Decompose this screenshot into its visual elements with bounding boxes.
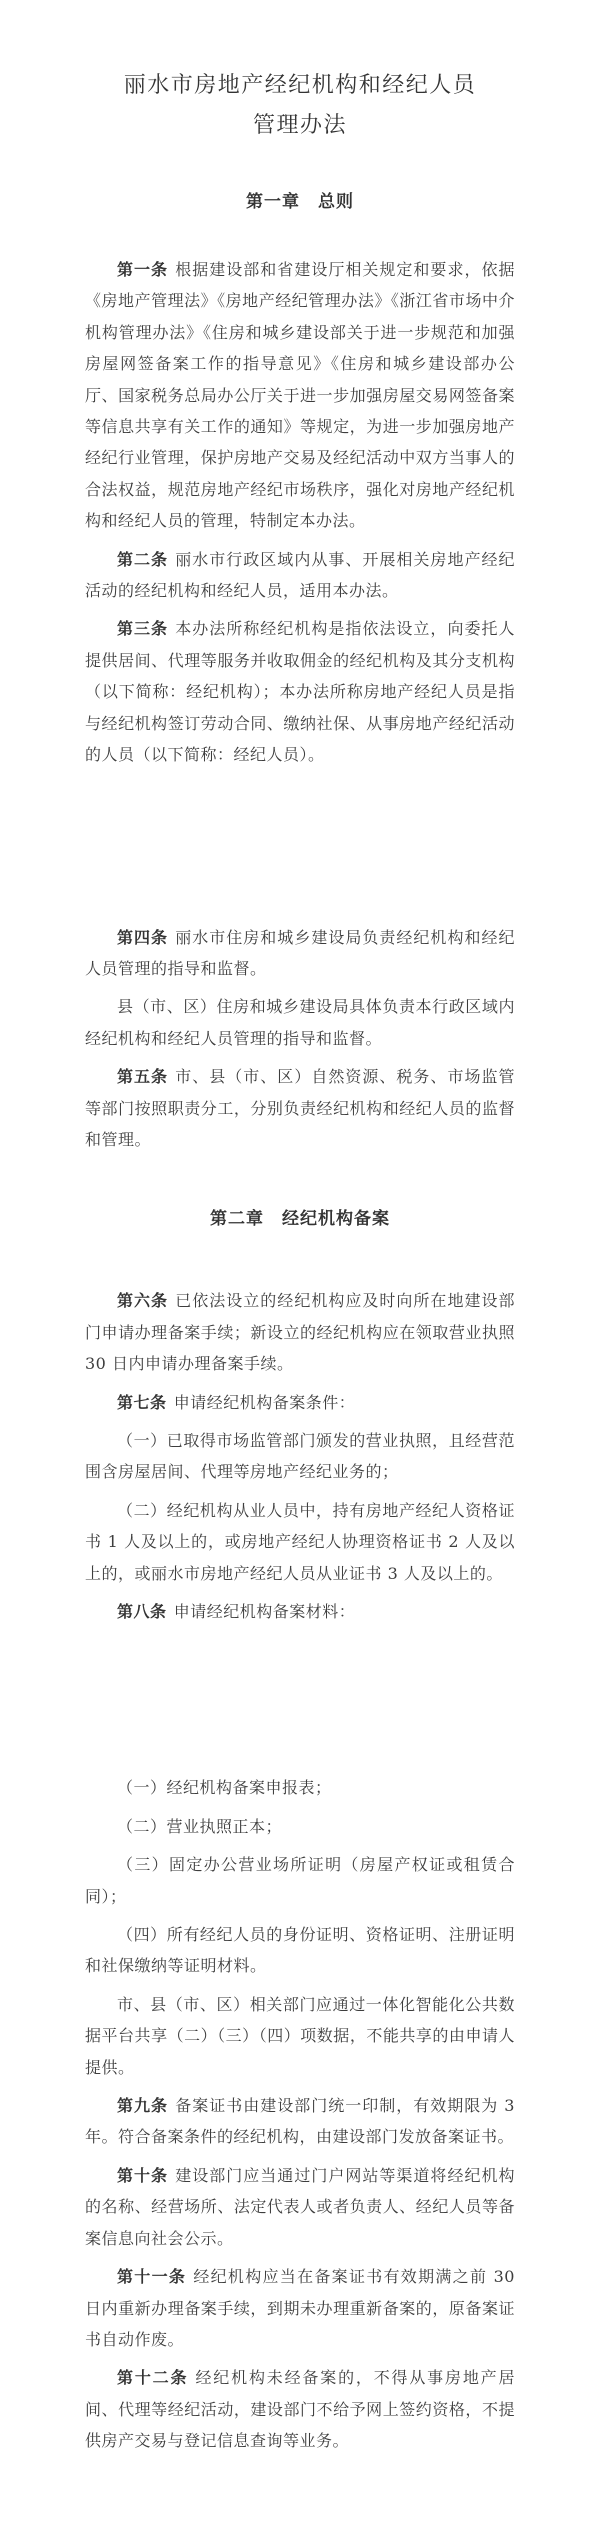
- article-3-label: 第三条: [117, 619, 169, 639]
- article-5-text: 市、县（市、区）自然资源、税务、市场监管等部门按照职责分工，分别负责经纪机构和经纪人员的监督和管理。: [85, 1067, 515, 1149]
- article-11: [85, 2261, 515, 2355]
- article-2-text: 丽水市行政区域内从事、开展相关房地产经纪活动的经纪机构和经纪人员，适用本办法。: [85, 549, 515, 601]
- article-8-text: 申请经纪机构备案材料：: [173, 1602, 356, 1621]
- article-7-item-1: （一）已取得市场监管部门颁发的营业执照，且经营范围含房屋居间、代理等房地产经纪业务的；: [85, 1430, 515, 1482]
- article-8-item-3: （三）固定办公营业场所证明（房屋产权证或租赁合同）；: [85, 1855, 515, 1906]
- article-8-data-sharing-note: 市、县（市、区）相关部门应通过一体化智能化公共数据平台共享（二）（三）（四）项数据，不能共享的由申请人提供。: [85, 1994, 515, 2077]
- article-7-text: 申请经纪机构备案条件：: [173, 1392, 356, 1412]
- article-8: [85, 1596, 515, 1627]
- article-2: [85, 544, 515, 607]
- article-10-text: 建设部门应当通过门户网站等渠道将经纪机构的名称、经营场所、法定代表人或者负责人、经纪人员等备案信息向社会公示。: [85, 2165, 515, 2248]
- article-12-text: 经纪机构未经备案的，不得从事房地产居间、代理等经纪活动，建设部门不给予网上签约资格，不提供房产交易与登记信息查询等业务。: [85, 2368, 515, 2451]
- article-3: [85, 613, 515, 770]
- article-8-item-2: （二）营业执照正本；: [117, 1816, 283, 1836]
- article-7-item-2: （二）经纪机构从业人员中，持有房地产经纪人资格证书 1 人及以上的，或房地产经纪人协理资格证书 2 人及以上的，或丽水市房地产经纪人员从业证书 3 人及以上的。: [85, 1500, 515, 1583]
- page-break-gap-2: [85, 1634, 515, 1765]
- article-1-text: 根据建设部和省建设厅相关规定和要求，依据《房地产管理法》《房地产经纪管理办法》《浙江省市场中介机构管理办法》《住房和城乡建设部关于进一步规范和加强房屋网签备案工作的指导意见》《住房和城乡建设部办公厅、国家税务总局办公厅关于进一步加强房屋交易网签备案等信息共享有关工作的通知》等规定，为进一步加强房地产经纪行业管理，保护房地产交易及经纪活动中双方当事人的合法权益，规范房地产经纪市场秩序，强化对房地产经纪机构和经纪人员的管理，特制定本办法。: [85, 260, 515, 531]
- article-5-label: 第五条: [117, 1067, 169, 1087]
- article-6-text: 已依法设立的经纪机构应及时向所在地建设部门申请办理备案手续；新设立的经纪机构应在领取营业执照 30 日内申请办理备案手续。: [85, 1291, 515, 1374]
- article-9: [85, 2090, 515, 2153]
- article-5: [85, 1061, 515, 1155]
- article-8-label: 第八条: [117, 1602, 167, 1621]
- chapter-2-heading: 第二章 经纪机构备案: [210, 1209, 390, 1230]
- article-11-text: 经纪机构应当在备案证书有效期满之前 30 日内重新办理备案手续，到期未办理重新备案的，原备案证书自动作废。: [85, 2267, 515, 2349]
- article-6: [85, 1285, 515, 1379]
- article-7-label: 第七条: [117, 1392, 167, 1412]
- article-11-label: 第十一条: [117, 2267, 187, 2287]
- article-4: [85, 922, 515, 985]
- article-10-label: 第十条: [117, 2165, 169, 2185]
- article-6-label: 第六条: [117, 1291, 169, 1311]
- article-1-label: 第一条: [117, 260, 169, 279]
- article-9-label: 第九条: [117, 2096, 169, 2116]
- article-12: [85, 2362, 515, 2456]
- article-7: [85, 1387, 515, 1418]
- article-8-item-4: （四）所有经纪人员的身份证明、资格证明、注册证明和社保缴纳等证明材料。: [85, 1925, 515, 1976]
- document-title-line-1: 丽水市房地产经纪机构和经纪人员: [123, 73, 477, 98]
- article-4-continuation: 县（市、区）住房和城乡建设局具体负责本行政区域内经纪机构和经纪人员管理的指导和监督。: [85, 997, 515, 1048]
- article-12-label: 第十二条: [117, 2368, 189, 2388]
- document-title-line-2: 管理办法: [252, 113, 347, 138]
- chapter-1-heading: 第一章 总则: [246, 192, 354, 212]
- article-9-text: 备案证书由建设部门统一印制，有效期限为 3 年。符合备案条件的经纪机构，由建设部门发放备案证书。: [85, 2096, 515, 2147]
- article-10: [85, 2160, 515, 2254]
- article-4-label: 第四条: [117, 927, 169, 947]
- article-1: [85, 254, 515, 537]
- article-3-text: 本办法所称经纪机构是指依法设立，向委托人提供居间、代理等服务并收取佣金的经纪机构及其分支机构（以下简称：经纪机构）；本办法所称房地产经纪人员是指与经纪机构签订劳动合同、缴纳社保、从事房地产经纪活动的人员（以下简称：经纪人员）。: [85, 619, 515, 765]
- document-title: [85, 66, 515, 146]
- article-8-item-1: （一）经纪机构备案申报表；: [117, 1778, 332, 1798]
- article-2-label: 第二条: [117, 549, 169, 569]
- article-4-text: 丽水市住房和城乡建设局负责经纪机构和经纪人员管理的指导和监督。: [85, 927, 515, 978]
- page-break-gap-1: [85, 778, 515, 915]
